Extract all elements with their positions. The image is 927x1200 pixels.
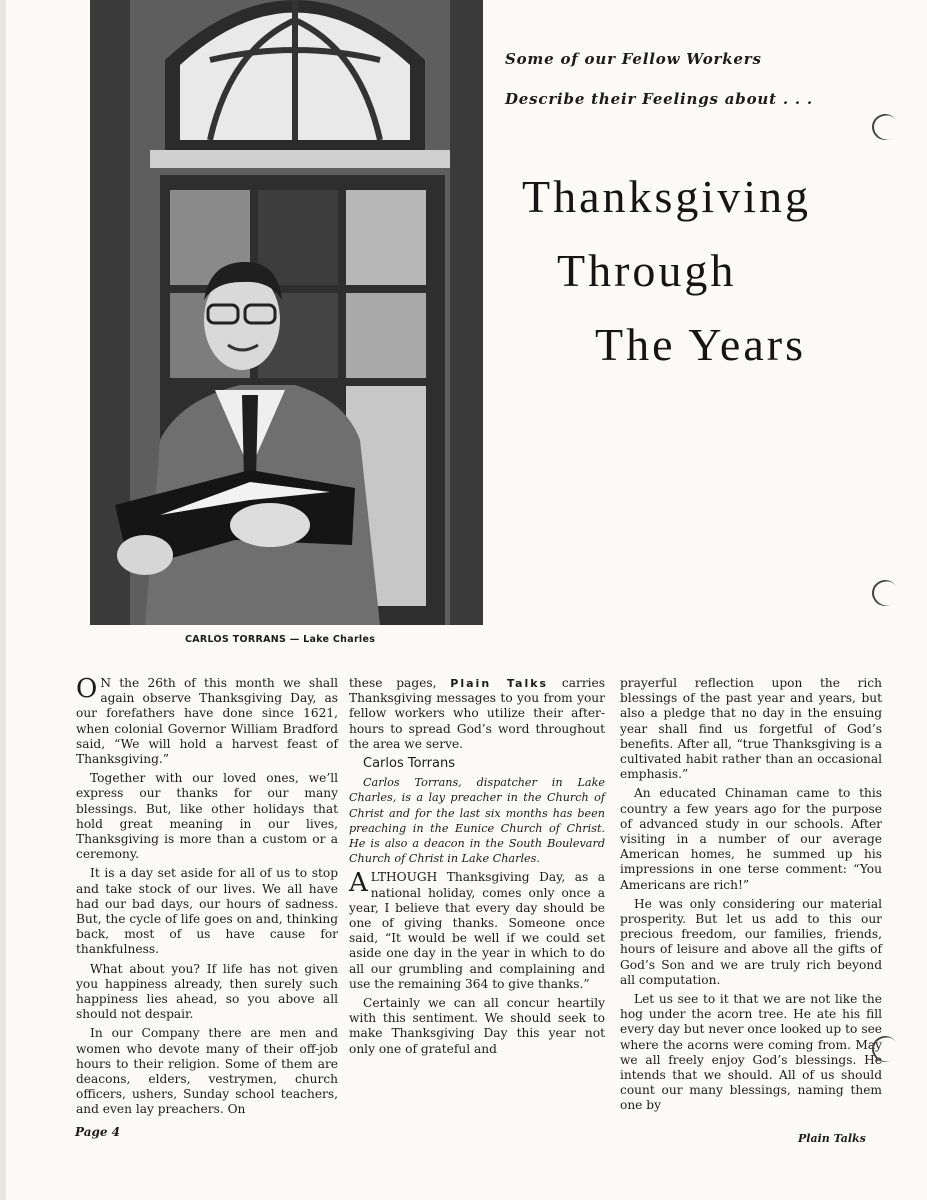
drop-cap: A [349,868,368,899]
article-column-2 [349,676,605,1061]
paragraph-text: N the 26th of this month we shall again observe Thanksgiving Day, as our forefathers have done since 1621, when colonial Governor William Bradford said, “We will hold a harvest feast of Thanksgiving.” [76,676,338,767]
paragraph: Together with our loved ones, we’ll express our thanks for our many blessings. But, like other holidays that hold great meaning in our lives, Thanksgiving is more than a custom or a ceremony. [76,771,338,862]
author-bio: Carlos Torrans, dispatcher in Lake Charles, is a lay preacher in the Church of Christ and for the last six months has been preaching in the Eunice Church of Christ. He is also a deacon in the South Boulevard Church of Christ in Lake Charles. [349,776,605,866]
paragraph-text: these pages, [349,676,437,690]
paragraph-text: LTHOUGH Thanksgiving Day, as a national holiday, comes only once a year, I believe that every day should be one of giving thanks. Someone once said, “It would be well if we could set aside one day in the year in which to do all our grumbling and complaining and use the remaining 364 to give thanks.” [349,870,605,991]
photo-caption: CARLOS TORRANS — Lake Charles [185,634,376,645]
section-heading: Carlos Torrans [363,756,455,772]
binder-hole-mark [867,109,903,145]
paragraph [349,676,605,752]
binder-hole-mark [867,575,903,611]
title-line-1: Thanksgiving [522,171,811,222]
preacher-photo [90,0,483,625]
paragraph [76,676,338,767]
photo-illustration [90,0,483,625]
article-column-3 [620,676,882,1118]
paragraph: What about you? If life has not given you happiness already, then surely such happiness lies ahead, so you above all should not despair. [76,961,338,1022]
publication-footer: Plain Talks [798,1132,866,1145]
publication-name: Plain Talks [450,677,549,690]
kicker-line-1: Some of our Fellow Workers [505,50,762,68]
paragraph-text: carries Thanksgiving messages to you from your fellow workers who utilize their after-hours to spread God’s word throughout the area we serve. [349,676,606,751]
paragraph: Certainly we can all concur heartily with this sentiment. We should seek to make Thanksgiving Day this year not only one of grateful and [349,996,605,1056]
article-column-1 [76,676,338,1122]
title-line-3: The Years [595,319,806,370]
paragraph: prayerful reflection upon the rich blessings of the past year and years, but also a pledge that no day in the ensuing year shall find us forgetful of God’s benefits. After all, “true Thanksgiving is a cultivated habit rather than an occasional emphasis.” [620,676,882,782]
page-edge [0,0,6,1200]
paragraph [349,870,605,992]
paragraph: He was only considering our material prosperity. But let us add to this our precious freedom, our families, friends, hours of leisure and above all the gifts of God’s Son and we are truly rich beyond all computation. [620,896,882,987]
paragraph: Let us see to it that we are not like the hog under the acorn tree. He ate his fill every day but never once looked up to see where the acorns were coming from. May we all freely enjoy God’s blessings. He intends that we should. All of us should count our many blessings, naming them one by [620,992,882,1113]
title-line-2: Through [557,245,737,296]
drop-cap: O [76,674,98,704]
paragraph: In our Company there are men and women who devote many of their off-job hours to their religion. Some of them are deacons, elders, vestrymen, church officers, ushers, Sunday school teachers, and even lay preachers. On [76,1026,338,1117]
paragraph: It is a day set aside for all of us to stop and take stock of our lives. We all have had our bad days, our hours of sadness. But, the cycle of life goes on and, thinking back, most of us have cause for thankfulness. [76,866,338,957]
kicker-line-2: Describe their Feelings about . . . [505,90,813,108]
page-number: Page 4 [75,1125,121,1139]
paragraph: An educated Chinaman came to this country a few years ago for the purpose of advanced study in our schools. After visiting in a number of our average American homes, he summed up his impressions in one terse comment: “You Americans are rich!” [620,786,882,892]
